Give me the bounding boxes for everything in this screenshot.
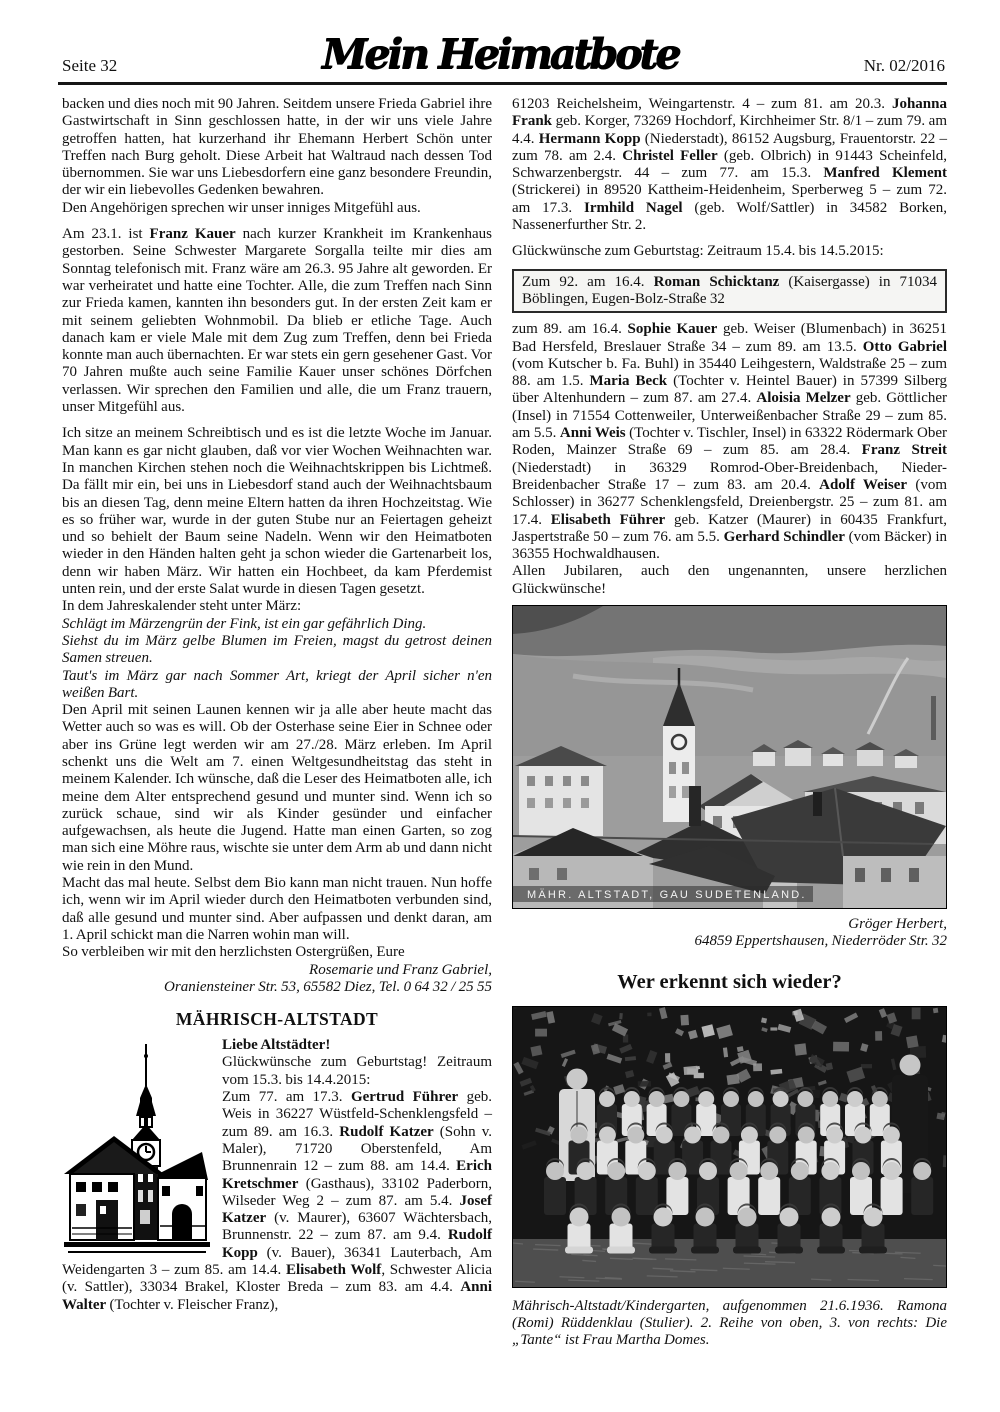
calendar-intro-line: In dem Jahreskalender steht unter März: bbox=[62, 598, 302, 615]
town-photo bbox=[512, 605, 947, 909]
right-column bbox=[512, 96, 947, 1350]
town-photo-overlay-caption: MÄHR. ALTSTADT, GAU SUDETENLAND. bbox=[527, 889, 807, 902]
january-reflection-paragraph: Ich sitze an meinem Schreibtisch und es ist die letzte Woche im Januar. Man kann es gar nicht glauben, daß vor vier Wochen Weihnachten war. In manchen Kirchen stehen noch die Weihnachtskrippen bis Lichtmeß. Da fällt mir ein, bei uns in Liebesdorf stand auch der Weihnachtsbaum bis an diesen Tag, denn meine Eltern hatten da ihren Hochzeitstag. Wie es so früher war, wurde in der guten Stube nur an Feiertagen geheizt und so behielt der Baum seine Nadeln. Wenn wir den Heimatboten wieder in den Händen halten geht ja schon wieder die Gartenarbeit los, denn wir haben März. Wir hatten ein Hochbeet, da kam Pferdemist unten rein, und der erste Salat wurde in diesen Tagen gesetzt. bbox=[62, 425, 492, 598]
section-heading-maehrisch-altstadt: MÄHRISCH-ALTSTADT bbox=[175, 1009, 379, 1030]
kindergarten-photo-image bbox=[513, 1007, 946, 1287]
issue-number: Nr. 02/2016 bbox=[863, 56, 945, 75]
altstadt-section bbox=[62, 1037, 492, 1314]
boxed-birthday-text: Zum 92. am 16.4. Roman Schicktanz (Kaisergasse) in 71034 Böblingen, Eugen-Bolz-Straße 32 bbox=[522, 273, 938, 307]
photo-credit-name: Gröger Herbert, bbox=[848, 916, 947, 933]
signature-name: Rosemarie und Franz Gabriel, bbox=[309, 961, 492, 978]
birthday-intro-line: Glückwünsche zum Geburtstag! Zeitraum vom 15.3. bis 14.4.2015: bbox=[222, 1054, 492, 1088]
april-paragraph: Den April mit seinen Launen kennen wir ja alle aber heute macht das Wetter auch so was es will. Ob der Osterhase seine Eier in Schnee oder aber ins Grüne legt werden wir am 27./28. März erleben. Im April schenkt uns die Welt am 7. einen Weltgesundheitstag das steht in meinem Kalender. Ich wünsche, daß die Leser des Heimatboten alle, ich meine dem Alter entsprechend gesund und munter sind. Wenn ich so zurück schaue, sind wir als Kinder gesünder und einfacher aufgewachsen, als heute die Jugend. Hatte man einen Garten, so zog man sich eine Möhre raus, wischte sie unter dem Arm ab und dann nicht wie rein in den Mund. bbox=[62, 702, 492, 874]
birthdays2-paragraph: zum 89. am 16.4. Sophie Kauer geb. Weiser (Blumenbach) in 36251 Bad Hersfeld, Breslauer Straße 34 – zum 89. am 13.5. Otto Gabriel (vom Kutscher b. Fa. Buhl) in 35440 Leihgestern, Waldstraße 25 – zum 88. am 1.5. Maria Beck (Tochter v. Heintel Bauer) in 57399 Silberg über Altenhundern – zum 87. am 27.4. Aloisia Melzer geb. Göttlicher (Insel) in 71554 Cottenweiler, Unterweißenbacher Straße 29 – zum 85. am 5.5. Anni Weis (Tochter v. Tischler, Insel) in 63322 Rödermark Ober Roden, Mainzer Straße 69 – zum 85. am 28.4. Franz Streit (Niederstadt) in 36329 Romrod-Ober-Breidenbach, Nieder-Breidenbacher Straße 17 – zum 83. am 20.4. Adolf Weiser (vom Schlosser) in 36277 Schenklengsfeld, Dreienbergstr. 25 – zum 81. am 17.4. Elisabeth Führer geb. Katzer (Maurer) in 60435 Frankfurt, Jaspertstraße 50 – zum 76. am 5.5. Gerhard Schindler (vom Bäcker) in 36355 Hochwaldhausen. bbox=[512, 321, 948, 563]
kindergarten-caption: Mährisch-Altstadt/Kindergarten, aufgenommen 21.6.1936. Ramona (Romi) Rüddenklau (Stulier). 2. Reihe von oben, 3. von rechts: Die „Tante“ ist Frau Martha Domes. bbox=[512, 1297, 947, 1349]
photo-credit bbox=[512, 916, 947, 951]
birthday-intro2-line: Glückwünsche zum Geburtstag: Zeitraum 15.4. bis 14.5.2015: bbox=[512, 243, 884, 260]
closing-line: So verbleiben wir mit den herzlichsten Ostergrüßen, Eure bbox=[62, 944, 405, 961]
obituary-frieda-paragraph: backen und dies noch mit 90 Jahren. Seitdem unsere Frieda Gabriel ihre Gastwirtschaft in Sinn geschlossen hatte, in der wir uns viele Jahre getroffen hatten, hat kurzerhand ihr Ehemann Herbert Schön unter Treffen nach Burg geholt. Diese Arbeit hat Waltraud nach dessen Tod übernommen. Sie war uns Liebesdorfern eine ganz besondere Freundin, der wir ein liebevolles Gedenken bewahren. bbox=[62, 96, 492, 199]
condolence-line: Den Angehörigen sprechen wir unser inniges Mitgefühl aus. bbox=[62, 199, 421, 216]
boxed-birthday-notice bbox=[512, 269, 947, 314]
masthead-title: Mein Heimatbote bbox=[321, 30, 679, 78]
birthdays-continued-paragraph: 61203 Reichelsheim, Weingartenstr. 4 – zum 81. am 20.3. Johanna Frank geb. Korger, 73269 Hochdorf, Kirchheimer Str. 8/1 – zum 79. am 4.4. Hermann Kopp (Niederstadt), 86152 Augsburg, Frauentorstr. 22 – zum 78. am 2.4. Christel Feller (geb. Olbrich) in 91443 Scheinfeld, Schwarzenbergstr. 44 – zum 77. am 15.3. Manfred Klement (Strickerei) in 89520 Kattheim-Heidenheim, Sperberweg 5 – zum 72. am 17.3. Irmhild Nagel (geb. Wolf/Sattler) in 34582 Borken, Nassenerfurther Str. 2. bbox=[512, 96, 947, 234]
salutation-line: Liebe Altstädter! bbox=[222, 1037, 331, 1054]
birthdays-paragraph-left: Zum 77. am 17.3. Gertrud Führer geb. Weis in 36227 Wüstfeld-Schenklengsfeld – zum 89. am 16.3. Rudolf Katzer (Sohn v. Maler), 71720 Oberstenfeld, Am Brunnenrain 12 – zum 88. am 14.4. Erich Kretschmer (Gasthaus), 33102 Paderborn, Wilseder Weg 2 – zum 87. am 5.4. Josef Katzer (v. Maurer), 63607 Wächtersbach, Brunnenstr. 22 – zum 87. am 9.4. Rudolf Kopp (v. Bauer), 36341 Lauterbach, Am Weidengarten 3 – zum 85. am 14.4. Elisabeth Wolf, Schwester Alicia (v. Sattler), 33034 Brakel, Kloster Breda – zum 83. am 4.4. Anni Walter (Tochter v. Fleischer Franz), bbox=[62, 1089, 493, 1313]
poem-line-3: Taut's im März gar nach Sommer Art, kriegt der April sicher n'en weißen Bart. bbox=[62, 667, 492, 701]
kindergarten-photo bbox=[512, 1006, 947, 1288]
page-number: Seite 32 bbox=[62, 56, 118, 75]
church-illustration bbox=[62, 1040, 212, 1258]
poem-line-1: Schlägt im Märzengrün der Fink, ist ein gar gefährlich Ding. bbox=[62, 615, 427, 632]
obituary-kauer-paragraph: Am 23.1. ist Franz Kauer nach kurzer Krankheit im Krankenhaus gestorben. Seine Schwester Margarete Sorgalla teilte mir dies am Sonntag telefonisch mit. Franz wäre am 26.3. 95 Jahre alt geworden. Er war verheiratet und hatte eine Tochter. Alle, die zum Treffen nach Sinn zur Frieda kamen, kannten ihn besonders gut. In der ersten Zeit kam er mit seinem geliebten Wohnmobil. Da blieb er etliche Tage. Auch danach kam er viele Male mit dem Zug zum Treffen, denn bei Frieda konnte man auch übernachten. Er war stets ein gern gesehener Gast. Vor 70 Jahren mußte auch seine Familie Kauer unser schönes Dörfchen verlassen. Wir sprechen den Familien und alle, die um Franz trauern, unser Mitgefühl aus. bbox=[62, 226, 492, 416]
bio-paragraph: Macht das mal heute. Selbst dem Bio kann man nicht trauen. Nun hoffe ich, wenn wir im April wieder durch den Heimatboten verbunden sind, daß alle gesund und munter sind. Aber aufpassen und denkt daran, am 1. April schickt man die Narren wohin man will. bbox=[62, 875, 492, 943]
jubilare-line: Allen Jubilaren, auch den ungenannten, unsere herzlichen Glückwünsche! bbox=[512, 563, 947, 597]
left-column bbox=[62, 96, 492, 1314]
town-photo-image bbox=[513, 606, 946, 908]
church-drawing-svg bbox=[62, 1040, 212, 1258]
poem-line-2: Siehst du im März gelbe Blumen im Freien, magst du getrost deinen Samen streuen. bbox=[62, 632, 492, 667]
signature-address: Oraniensteiner Str. 53, 65582 Diez, Tel. 0 64 32 / 25 55 bbox=[164, 978, 492, 995]
header-rule bbox=[58, 82, 947, 85]
quiz-heading: Wer erkennt sich wieder? bbox=[617, 970, 842, 993]
photo-credit-address: 64859 Eppertshausen, Niederröder Str. 32 bbox=[694, 933, 947, 950]
